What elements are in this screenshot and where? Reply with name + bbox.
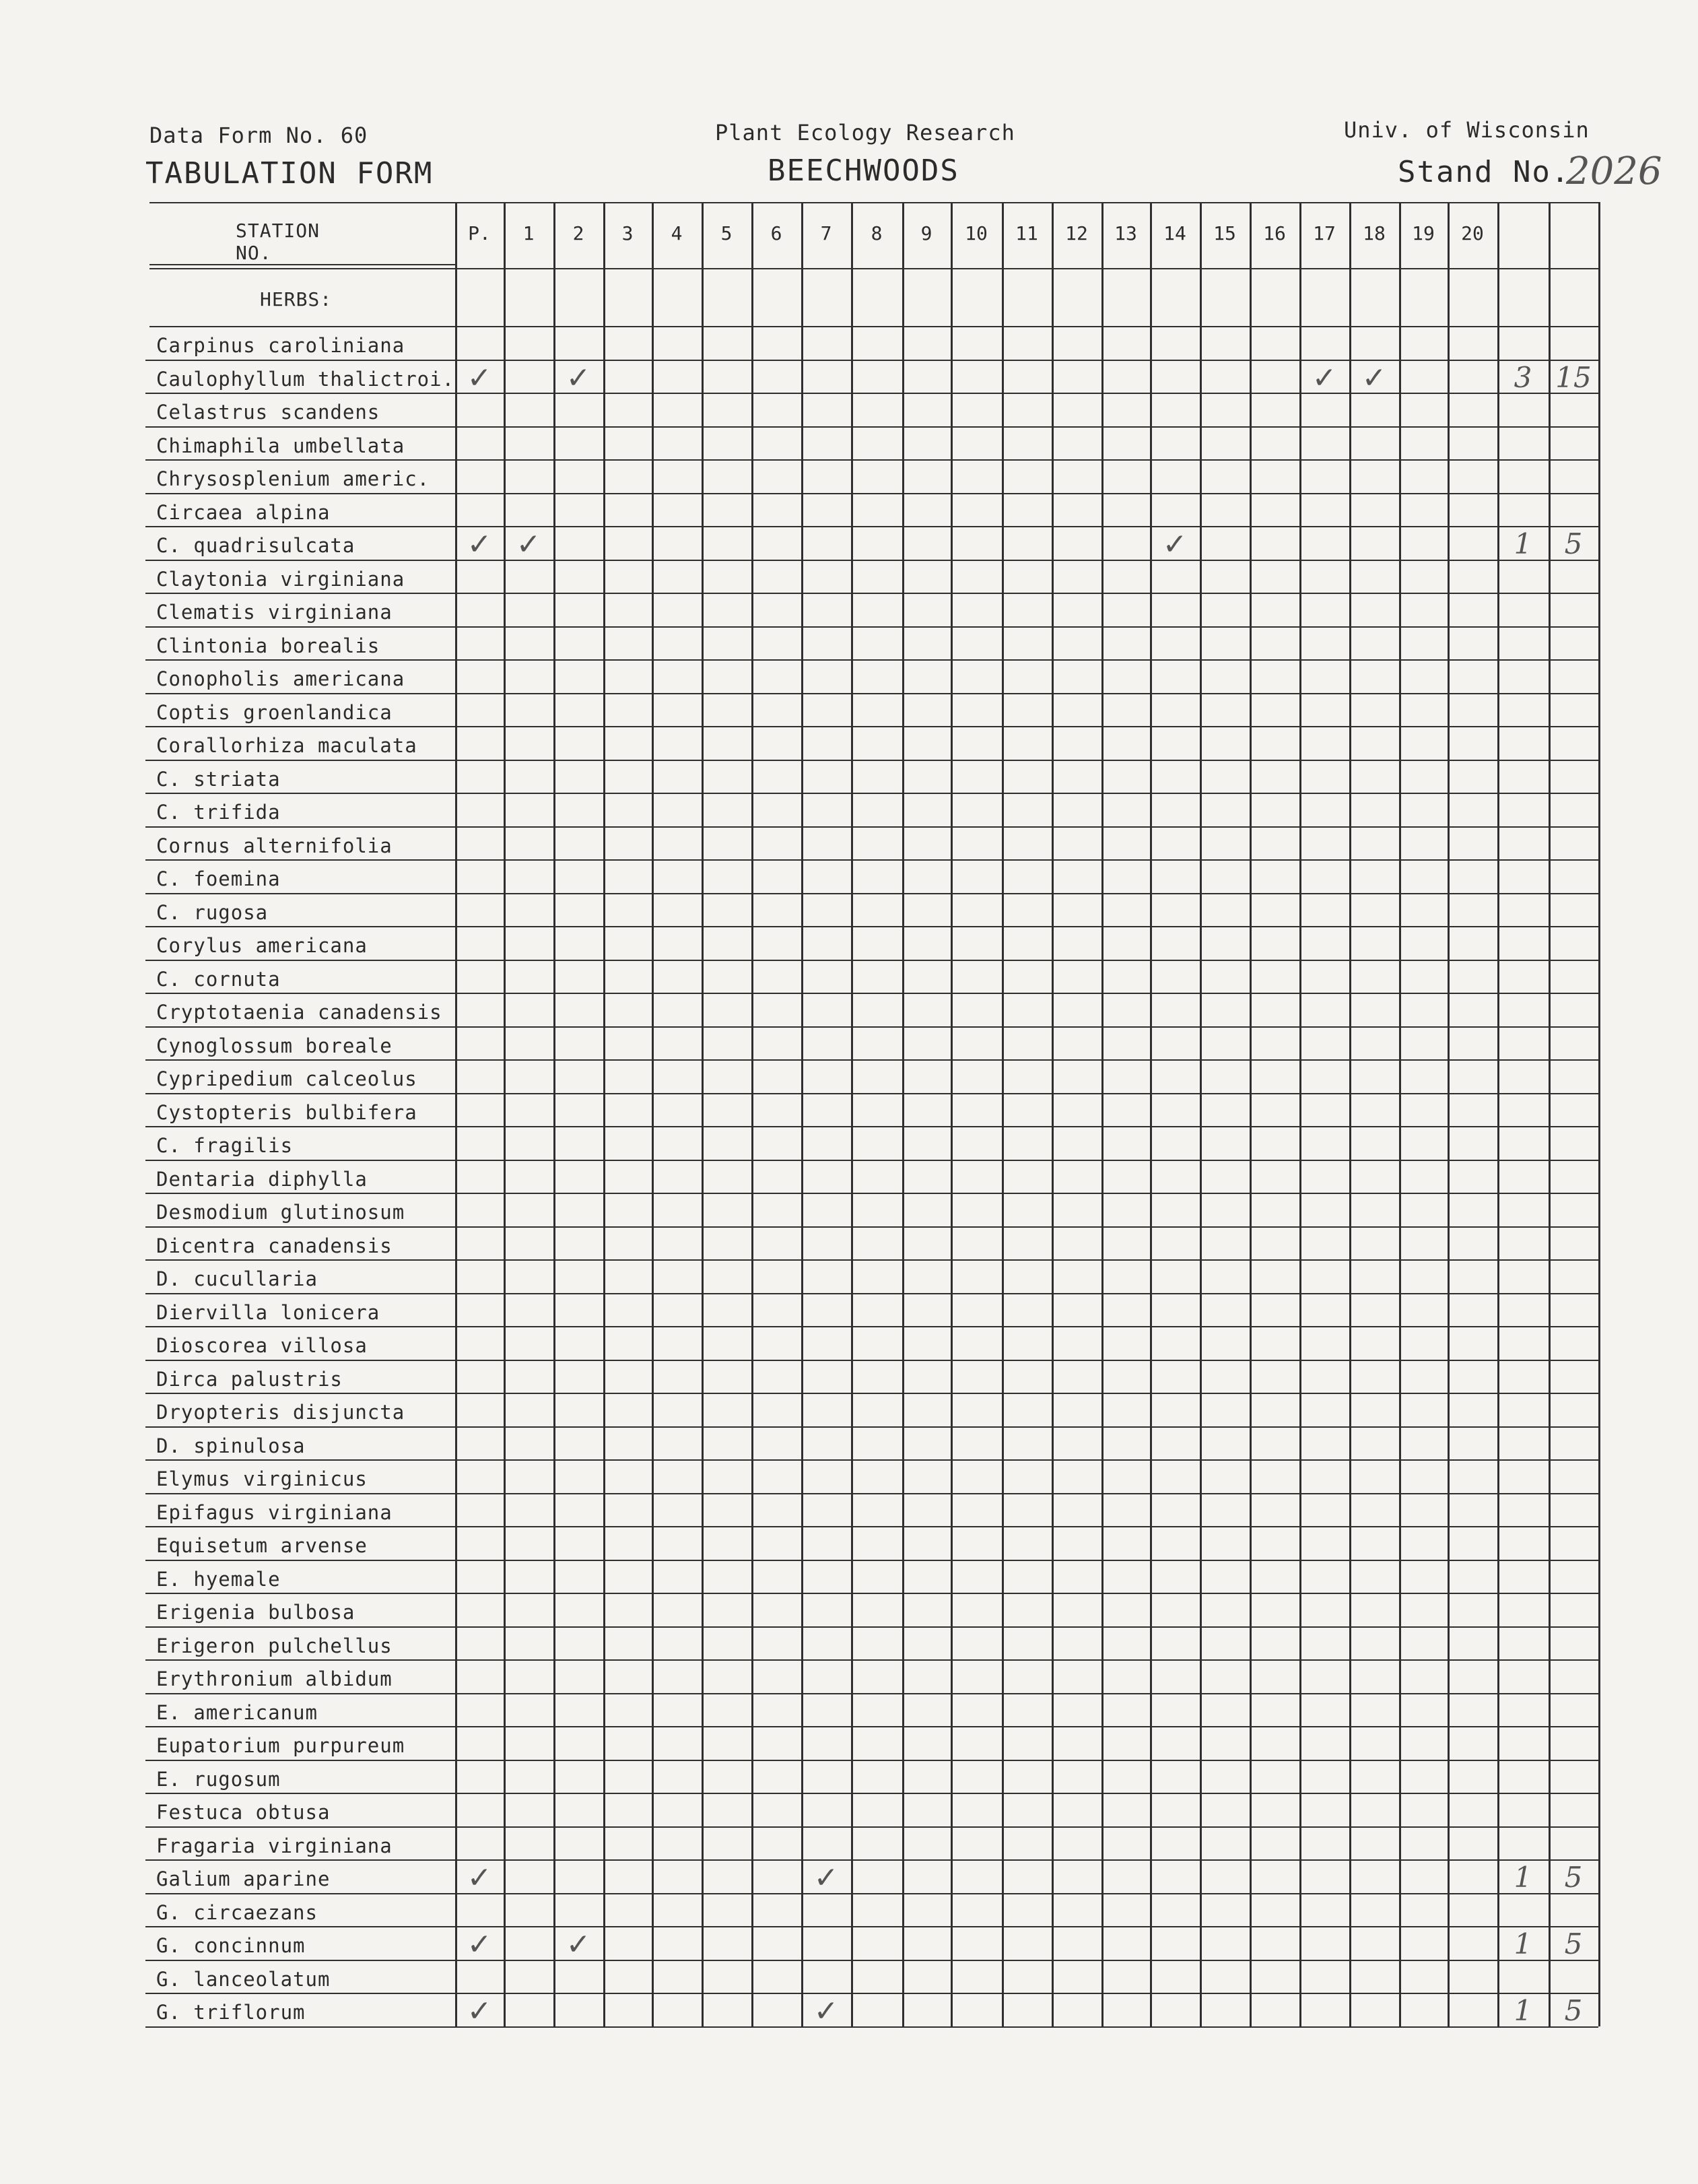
species-name: Fragaria virginiana bbox=[156, 1834, 393, 1857]
row-rule bbox=[145, 1659, 1598, 1661]
species-name: E. rugosum bbox=[156, 1767, 281, 1791]
row-rule bbox=[145, 893, 1598, 894]
species-name: Desmodium glutinosum bbox=[156, 1201, 405, 1224]
station-column-header: 12 bbox=[1065, 222, 1088, 244]
header-rule bbox=[149, 264, 455, 265]
row-rule bbox=[145, 1160, 1598, 1161]
column-divider bbox=[801, 202, 803, 2026]
species-name: Cypripedium calceolus bbox=[156, 1067, 417, 1090]
species-name: Dirca palustris bbox=[156, 1367, 343, 1391]
species-name: Eupatorium purpureum bbox=[156, 1734, 405, 1757]
station-column-header: 17 bbox=[1313, 222, 1336, 244]
total-count: 1 bbox=[1514, 1927, 1532, 1960]
row-rule bbox=[145, 1859, 1598, 1861]
species-name: Caulophyllum thalictroi. bbox=[156, 367, 455, 391]
row-rule bbox=[145, 1526, 1598, 1527]
form-title: TABULATION FORM bbox=[145, 156, 434, 191]
herbs-rule bbox=[149, 326, 1598, 327]
station-column-header: 11 bbox=[1015, 222, 1038, 244]
species-name: Diervilla lonicera bbox=[156, 1300, 380, 1324]
column-divider bbox=[504, 202, 506, 2026]
row-rule bbox=[145, 1360, 1598, 1361]
row-rule bbox=[145, 726, 1598, 727]
species-name: E. americanum bbox=[156, 1700, 318, 1724]
species-name: Dryopteris disjuncta bbox=[156, 1401, 405, 1424]
species-name: Dioscorea villosa bbox=[156, 1334, 368, 1357]
station-column-header: 19 bbox=[1412, 222, 1435, 244]
station-column-header: 20 bbox=[1461, 222, 1484, 244]
column-divider bbox=[702, 202, 704, 2026]
stand-number: 2026 bbox=[1566, 150, 1662, 193]
row-rule bbox=[145, 1926, 1598, 1927]
row-rule bbox=[145, 1626, 1598, 1628]
species-name: C. cornuta bbox=[156, 967, 281, 991]
column-divider bbox=[1497, 202, 1499, 2026]
row-rule bbox=[145, 493, 1598, 494]
total-count: 1 bbox=[1514, 527, 1532, 560]
check-mark: ✓ bbox=[566, 1927, 591, 1962]
row-rule bbox=[145, 1593, 1598, 1594]
species-name: D. cucullaria bbox=[156, 1267, 318, 1290]
row-rule bbox=[145, 693, 1598, 694]
species-name: C. rugosa bbox=[156, 900, 269, 924]
species-name: Carpinus caroliniana bbox=[156, 334, 405, 357]
row-rule bbox=[145, 1193, 1598, 1194]
check-mark: ✓ bbox=[467, 1927, 492, 1962]
row-rule bbox=[145, 793, 1598, 794]
check-mark: ✓ bbox=[467, 1861, 492, 1895]
species-name: Cynoglossum boreale bbox=[156, 1034, 393, 1057]
column-divider bbox=[1299, 202, 1301, 2026]
species-name: Dentaria diphylla bbox=[156, 1167, 368, 1191]
species-name: Erythronium albidum bbox=[156, 1667, 393, 1690]
row-rule bbox=[145, 526, 1598, 527]
frequency-value: 5 bbox=[1564, 1861, 1583, 1894]
header-rule bbox=[149, 268, 1598, 269]
species-name: Corylus americana bbox=[156, 934, 368, 957]
species-name: Erigenia bulbosa bbox=[156, 1601, 355, 1624]
column-divider bbox=[1399, 202, 1401, 2026]
row-rule bbox=[145, 1826, 1598, 1828]
species-name: G. triflorum bbox=[156, 2001, 306, 2024]
species-name: Chrysosplenium americ. bbox=[156, 467, 430, 490]
species-name: G. lanceolatum bbox=[156, 1967, 331, 1991]
frequency-value: 5 bbox=[1564, 527, 1583, 560]
total-count: 1 bbox=[1514, 1861, 1532, 1894]
species-name: C. trifida bbox=[156, 801, 281, 824]
station-no-label: STATION NO. bbox=[236, 220, 320, 264]
column-divider bbox=[1150, 202, 1152, 2026]
species-name: C. fragilis bbox=[156, 1134, 294, 1157]
station-column-header: 9 bbox=[920, 222, 932, 244]
check-mark: ✓ bbox=[1361, 360, 1387, 395]
row-rule bbox=[145, 1960, 1598, 1961]
species-name: Cryptotaenia canadensis bbox=[156, 1001, 442, 1024]
row-rule bbox=[145, 1259, 1598, 1261]
total-count: 3 bbox=[1514, 360, 1532, 394]
column-divider bbox=[652, 202, 654, 2026]
row-rule bbox=[145, 1760, 1598, 1761]
form-number: Data Form No. 60 bbox=[149, 123, 368, 148]
column-divider bbox=[455, 202, 457, 2026]
column-divider bbox=[1549, 202, 1551, 2026]
row-rule bbox=[145, 659, 1598, 661]
check-mark: ✓ bbox=[1312, 360, 1337, 395]
station-column-header: 13 bbox=[1114, 222, 1137, 244]
row-rule bbox=[145, 1426, 1598, 1428]
row-rule bbox=[145, 1293, 1598, 1294]
stand-label: Stand No. bbox=[1398, 155, 1571, 189]
row-rule bbox=[145, 1393, 1598, 1394]
row-rule bbox=[145, 1993, 1598, 1994]
check-mark: ✓ bbox=[813, 1994, 839, 2028]
column-divider bbox=[951, 202, 953, 2026]
frequency-value: 15 bbox=[1555, 360, 1592, 394]
row-rule bbox=[145, 926, 1598, 927]
total-count: 1 bbox=[1514, 1994, 1532, 2027]
row-rule bbox=[145, 1126, 1598, 1127]
check-mark: ✓ bbox=[1162, 527, 1188, 562]
column-divider bbox=[1101, 202, 1103, 2026]
check-mark: ✓ bbox=[467, 1994, 492, 2028]
row-rule bbox=[145, 960, 1598, 961]
station-column-header: 18 bbox=[1363, 222, 1386, 244]
row-rule bbox=[145, 1326, 1598, 1327]
frequency-value: 5 bbox=[1564, 1994, 1583, 2027]
station-column-header: P. bbox=[468, 222, 491, 244]
column-divider bbox=[603, 202, 605, 2026]
column-divider bbox=[902, 202, 904, 2026]
species-name: D. spinulosa bbox=[156, 1434, 306, 1457]
species-name: Conopholis americana bbox=[156, 667, 405, 690]
species-name: Circaea alpina bbox=[156, 500, 331, 524]
station-column-header: 8 bbox=[871, 222, 883, 244]
species-name: Equisetum arvense bbox=[156, 1534, 368, 1557]
row-rule bbox=[145, 560, 1598, 561]
species-name: Galium aparine bbox=[156, 1867, 331, 1890]
species-name: Erigeron pulchellus bbox=[156, 1634, 393, 1657]
species-name: C. quadrisulcata bbox=[156, 534, 355, 557]
species-name: Cystopteris bulbifera bbox=[156, 1100, 417, 1124]
species-name: Coptis groenlandica bbox=[156, 700, 393, 724]
station-column-header: 6 bbox=[770, 222, 782, 244]
station-column-header: 3 bbox=[621, 222, 634, 244]
station-column-header: 16 bbox=[1263, 222, 1286, 244]
column-divider bbox=[1250, 202, 1252, 2026]
row-rule bbox=[145, 1726, 1598, 1727]
row-rule bbox=[145, 760, 1598, 761]
row-rule bbox=[145, 1026, 1598, 1028]
species-name: Chimaphila umbellata bbox=[156, 434, 405, 457]
row-rule bbox=[145, 626, 1598, 628]
species-name: Festuca obtusa bbox=[156, 1801, 331, 1824]
species-name: C. striata bbox=[156, 767, 281, 791]
column-divider bbox=[1448, 202, 1450, 2026]
species-name: Elymus virginicus bbox=[156, 1467, 368, 1490]
form-subtitle: BEECHWOODS bbox=[768, 154, 959, 188]
check-mark: ✓ bbox=[516, 527, 541, 562]
check-mark: ✓ bbox=[467, 527, 492, 562]
column-divider bbox=[553, 202, 555, 2026]
species-name: Dicentra canadensis bbox=[156, 1234, 393, 1257]
row-rule bbox=[145, 1493, 1598, 1494]
organization: Plant Ecology Research bbox=[715, 120, 1015, 145]
station-column-header: 14 bbox=[1163, 222, 1186, 244]
row-rule bbox=[145, 826, 1598, 828]
column-divider bbox=[1052, 202, 1054, 2026]
species-name: C. foemina bbox=[156, 867, 281, 890]
row-rule bbox=[145, 459, 1598, 461]
university: Univ. of Wisconsin bbox=[1344, 117, 1590, 143]
species-name: Cornus alternifolia bbox=[156, 834, 393, 857]
row-rule bbox=[145, 1459, 1598, 1461]
check-mark: ✓ bbox=[467, 360, 492, 395]
row-rule bbox=[145, 1226, 1598, 1228]
check-mark: ✓ bbox=[813, 1861, 839, 1895]
station-column-header: 15 bbox=[1213, 222, 1236, 244]
station-column-header: 5 bbox=[720, 222, 733, 244]
species-name: Claytonia virginiana bbox=[156, 567, 405, 591]
top-border bbox=[149, 202, 1598, 203]
column-divider bbox=[851, 202, 853, 2026]
species-name: Corallorhiza maculata bbox=[156, 734, 417, 757]
frequency-value: 5 bbox=[1564, 1927, 1583, 1960]
row-rule bbox=[145, 2026, 1598, 2028]
species-name: Clintonia borealis bbox=[156, 634, 380, 657]
station-column-header: 1 bbox=[522, 222, 535, 244]
column-divider bbox=[1200, 202, 1202, 2026]
row-rule bbox=[145, 993, 1598, 994]
row-rule bbox=[145, 1693, 1598, 1694]
column-divider bbox=[751, 202, 753, 2026]
row-rule bbox=[145, 1059, 1598, 1061]
column-divider bbox=[1598, 202, 1600, 2026]
check-mark: ✓ bbox=[566, 360, 591, 395]
row-rule bbox=[145, 1893, 1598, 1894]
row-rule bbox=[145, 426, 1598, 428]
station-column-header: 10 bbox=[965, 222, 988, 244]
species-name: G. concinnum bbox=[156, 1934, 306, 1957]
station-column-header: 4 bbox=[671, 222, 683, 244]
species-name: G. circaezans bbox=[156, 1900, 318, 1924]
station-column-header: 2 bbox=[572, 222, 584, 244]
row-rule bbox=[145, 859, 1598, 861]
station-column-header: 7 bbox=[820, 222, 832, 244]
column-divider bbox=[1002, 202, 1004, 2026]
row-rule bbox=[145, 1093, 1598, 1094]
species-name: Celastrus scandens bbox=[156, 401, 380, 424]
row-rule bbox=[145, 1793, 1598, 1794]
species-name: Clematis virginiana bbox=[156, 601, 393, 624]
column-divider bbox=[1349, 202, 1351, 2026]
herbs-section-label: HERBS: bbox=[260, 288, 333, 310]
row-rule bbox=[145, 1560, 1598, 1561]
species-name: E. hyemale bbox=[156, 1567, 281, 1591]
species-name: Epifagus virginiana bbox=[156, 1500, 393, 1524]
row-rule bbox=[145, 593, 1598, 594]
